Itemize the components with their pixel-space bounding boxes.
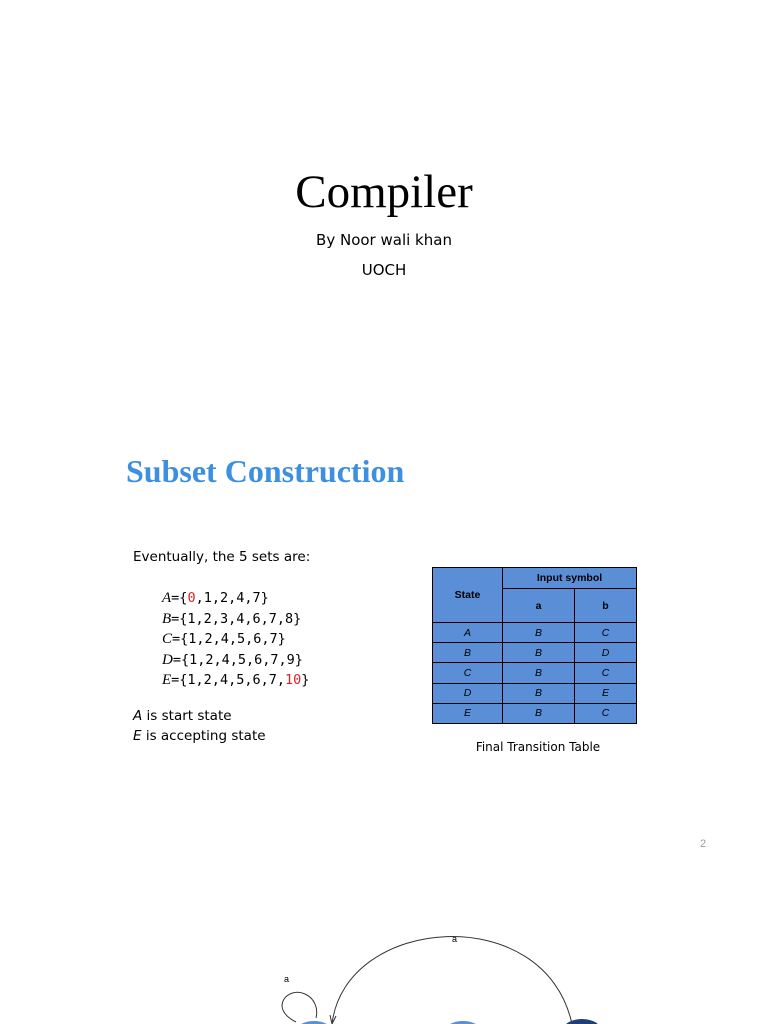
table-caption: Final Transition Table xyxy=(475,740,601,754)
set-members: ={1,2,4,5,6,7} xyxy=(172,631,286,647)
transition-table xyxy=(432,567,637,724)
state-set-line xyxy=(162,629,309,650)
state-cell: B xyxy=(433,643,503,663)
dfa-diagram-fragment xyxy=(0,890,768,1024)
highlighted-state: 0 xyxy=(187,590,196,606)
accepting-state-name: E xyxy=(133,728,142,744)
page-title: Compiler xyxy=(295,166,473,218)
transition-cell: C xyxy=(575,623,637,643)
highlighted-state: 10 xyxy=(284,672,302,688)
transition-cell: B xyxy=(503,643,575,663)
start-state-note xyxy=(133,707,232,725)
set-members: } xyxy=(301,672,310,688)
transition-cell: E xyxy=(575,683,637,703)
state-set-line xyxy=(162,609,309,630)
dfa-state-node xyxy=(563,1019,601,1024)
set-name: E xyxy=(162,672,172,688)
state-cell: D xyxy=(433,683,503,703)
state-sets-list xyxy=(162,588,309,691)
set-name: C xyxy=(162,631,173,647)
transition-cell: C xyxy=(575,663,637,683)
set-name: D xyxy=(162,651,173,668)
set-members: ={1,2,3,4,6,7,8} xyxy=(171,610,302,627)
transition-table-body xyxy=(433,623,637,724)
state-set-line xyxy=(162,650,309,671)
transition-cell: D xyxy=(575,643,637,663)
edge-label-a: a xyxy=(284,974,290,984)
accepting-state-text: is accepting state xyxy=(141,728,266,744)
table-row xyxy=(433,623,637,643)
transition-cell: B xyxy=(503,663,575,683)
transition-cell: C xyxy=(575,703,637,723)
transition-cell: B xyxy=(503,623,575,643)
set-name: B xyxy=(162,610,172,627)
self-loop-edge xyxy=(282,992,317,1022)
state-cell: E xyxy=(433,703,503,723)
transition-cell: B xyxy=(503,703,575,723)
accepting-state-note xyxy=(133,727,266,745)
state-cell: C xyxy=(433,663,503,683)
author-name: By Noor wali khan xyxy=(316,231,452,249)
arc-edge xyxy=(332,937,572,1024)
symbol-a-header: a xyxy=(503,589,575,623)
state-column-header: State xyxy=(433,568,503,623)
edge-label-a: a xyxy=(452,934,458,944)
set-name: A xyxy=(162,590,172,606)
page-number: 2 xyxy=(700,838,707,850)
set-members: ={1,2,4,5,6,7,9} xyxy=(172,651,303,668)
table-row xyxy=(433,683,637,703)
start-state-name: A xyxy=(133,708,143,724)
state-set-line xyxy=(162,670,309,691)
input-symbol-header: Input symbol xyxy=(503,568,637,589)
table-row xyxy=(433,643,637,663)
set-members: ={1,2,4,5,6,7, xyxy=(171,672,285,688)
state-cell: A xyxy=(433,623,503,643)
institution-name: UOCH xyxy=(361,261,407,279)
state-set-line xyxy=(162,588,309,609)
set-members: ,1,2,4,7} xyxy=(195,590,269,606)
table-row xyxy=(433,663,637,683)
set-members: ={ xyxy=(171,590,188,606)
transition-cell: B xyxy=(503,683,575,703)
slide-heading: Subset Construction xyxy=(126,453,405,489)
symbol-b-header: b xyxy=(575,589,637,623)
start-state-text: is start state xyxy=(142,708,232,724)
table-row xyxy=(433,703,637,723)
sets-intro: Eventually, the 5 sets are: xyxy=(133,549,311,565)
